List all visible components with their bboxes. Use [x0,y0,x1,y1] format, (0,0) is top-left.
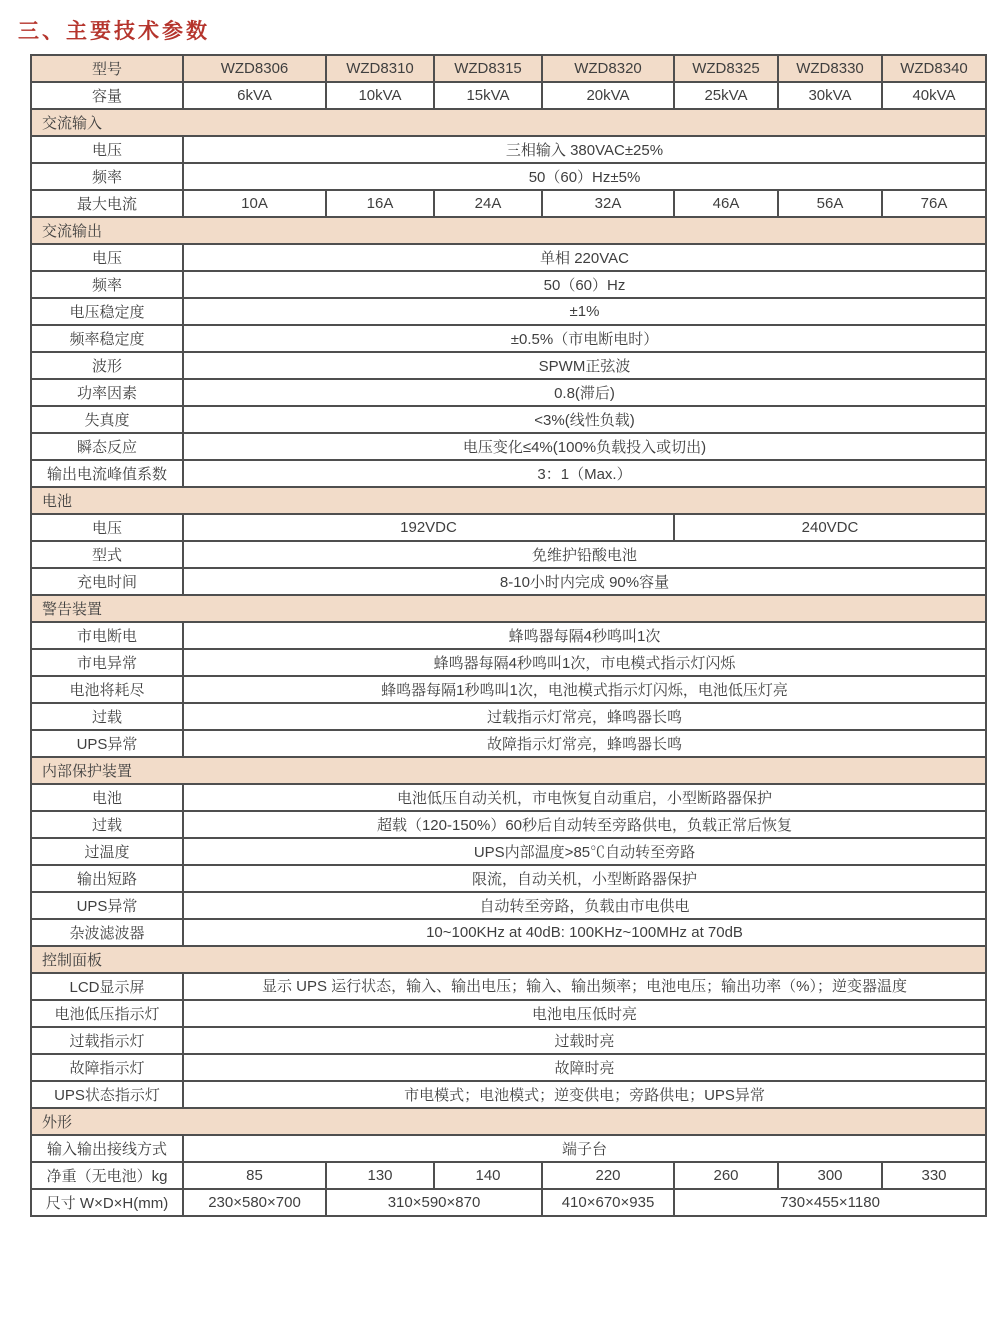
row-label: 市电断电 [31,622,183,649]
section-title: 交流输入 [31,109,986,136]
spec-row [31,271,986,298]
row-value: 三相输入 380VAC±25% [183,136,986,163]
row-label: 波形 [31,352,183,379]
row-value: 市电模式；电池模式；逆变供电；旁路供电；UPS异常 [183,1081,986,1108]
row-value: 显示 UPS 运行状态，输入、输出电压；输入、输出频率；电池电压；输出功率（%）；逆变器温度 [183,973,986,1000]
spec-table [30,54,987,1217]
row-label: UPS异常 [31,892,183,919]
spec-row [31,811,986,838]
spec-row [31,325,986,352]
value-cell: 130 [326,1162,434,1189]
row-label: UPS状态指示灯 [31,1081,183,1108]
section-row [31,1108,986,1135]
section-title: 电池 [31,487,986,514]
row-label: 市电异常 [31,649,183,676]
row-label: 输出电流峰值系数 [31,460,183,487]
spec-row [31,1189,986,1216]
value-cell: 46A [674,190,778,217]
spec-row [31,1054,986,1081]
value-cell: 25kVA [674,82,778,109]
row-label: 电池 [31,784,183,811]
spec-row [31,1081,986,1108]
value-cell: 330 [882,1162,986,1189]
dimension-cell: 410×670×935 [542,1189,674,1216]
row-label: 频率稳定度 [31,325,183,352]
section-title: 交流输出 [31,217,986,244]
row-value: 蜂鸣器每隔1秒鸣叫1次，电池模式指示灯闪烁，电池低压灯亮 [183,676,986,703]
row-label: 过载 [31,811,183,838]
model-cell: WZD8330 [778,55,882,82]
model-cell: WZD8340 [882,55,986,82]
row-label: 过载 [31,703,183,730]
row-label: 频率 [31,163,183,190]
spec-row [31,973,986,1000]
row-label: 过载指示灯 [31,1027,183,1054]
section-row [31,217,986,244]
row-value: 10~100KHz at 40dB: 100KHz~100MHz at 70dB [183,919,986,946]
spec-row [31,136,986,163]
row-label: 电压稳定度 [31,298,183,325]
row-label: 电池将耗尽 [31,676,183,703]
value-cell: 140 [434,1162,542,1189]
row-label: 电池低压指示灯 [31,1000,183,1027]
row-label: 频率 [31,271,183,298]
section-title: 外形 [31,1108,986,1135]
value-cell: 85 [183,1162,326,1189]
section-row [31,757,986,784]
dimension-cell: 730×455×1180 [674,1189,986,1216]
row-label: 瞬态反应 [31,433,183,460]
row-label: 尺寸 W×D×H(mm) [31,1189,183,1216]
value-cell: 260 [674,1162,778,1189]
spec-row [31,460,986,487]
value-cell: 32A [542,190,674,217]
spec-row [31,190,986,217]
spec-row [31,730,986,757]
model-cell: WZD8325 [674,55,778,82]
row-value: ±1% [183,298,986,325]
spec-row [31,622,986,649]
spec-row [31,676,986,703]
row-value: 限流，自动关机，小型断路器保护 [183,865,986,892]
spec-row [31,514,986,541]
spec-row [31,82,986,109]
spec-row [31,298,986,325]
spec-row [31,892,986,919]
row-label: 失真度 [31,406,183,433]
row-value: 过载时亮 [183,1027,986,1054]
row-value: 超载（120-150%）60秒后自动转至旁路供电，负载正常后恢复 [183,811,986,838]
spec-row [31,163,986,190]
spec-row [31,703,986,730]
model-cell: WZD8315 [434,55,542,82]
section-row [31,946,986,973]
section-title: 控制面板 [31,946,986,973]
row-value: 端子台 [183,1135,986,1162]
row-label: 型号 [31,55,183,82]
spec-row [31,1135,986,1162]
page-title: 三、主要技术参数 [18,20,210,43]
row-label: LCD显示屏 [31,973,183,1000]
row-label: 电压 [31,136,183,163]
value-cell: 10kVA [326,82,434,109]
spec-row [31,541,986,568]
section-row [31,109,986,136]
spec-row [31,838,986,865]
spec-row [31,379,986,406]
spec-row [31,244,986,271]
value-cell: 16A [326,190,434,217]
value-cell: 30kVA [778,82,882,109]
section-row [31,595,986,622]
dimension-cell: 310×590×870 [326,1189,542,1216]
row-value: 8-10小时内完成 90%容量 [183,568,986,595]
value-cell: 24A [434,190,542,217]
row-label: UPS异常 [31,730,183,757]
row-value: 蜂鸣器每隔4秒鸣叫1次 [183,622,986,649]
value-cell: 40kVA [882,82,986,109]
row-value: 电池低压自动关机，市电恢复自动重启，小型断路器保护 [183,784,986,811]
row-value: 蜂鸣器每隔4秒鸣叫1次，市电模式指示灯闪烁 [183,649,986,676]
row-value: 电池电压低时亮 [183,1000,986,1027]
value-cell: 20kVA [542,82,674,109]
row-label: 杂波滤波器 [31,919,183,946]
row-label: 型式 [31,541,183,568]
row-value: 50（60）Hz±5% [183,163,986,190]
row-value: 3：1（Max.） [183,460,986,487]
value-cell: 56A [778,190,882,217]
row-value: 0.8(滞后) [183,379,986,406]
spec-row [31,784,986,811]
row-label: 功率因素 [31,379,183,406]
section-title: 内部保护装置 [31,757,986,784]
dimension-cell: 230×580×700 [183,1189,326,1216]
spec-row [31,352,986,379]
models-header-row [31,55,986,82]
value-cell: 300 [778,1162,882,1189]
value-cell: 6kVA [183,82,326,109]
row-value: 电压变化≤4%(100%负载投入或切出) [183,433,986,460]
value-cell: 220 [542,1162,674,1189]
row-label: 输出短路 [31,865,183,892]
spec-row [31,919,986,946]
row-label: 故障指示灯 [31,1054,183,1081]
value-cell: 15kVA [434,82,542,109]
row-value-right: 240VDC [674,514,986,541]
row-label: 充电时间 [31,568,183,595]
spec-row [31,568,986,595]
row-label: 最大电流 [31,190,183,217]
row-label: 输入输出接线方式 [31,1135,183,1162]
value-cell: 10A [183,190,326,217]
row-value: ±0.5%（市电断电时） [183,325,986,352]
row-value: UPS内部温度>85℃自动转至旁路 [183,838,986,865]
model-cell: WZD8306 [183,55,326,82]
row-label: 过温度 [31,838,183,865]
spec-row [31,649,986,676]
row-value: 故障时亮 [183,1054,986,1081]
spec-row [31,1000,986,1027]
spec-row [31,1027,986,1054]
row-label: 电压 [31,514,183,541]
section-title: 警告装置 [31,595,986,622]
row-value: 免维护铅酸电池 [183,541,986,568]
spec-row [31,433,986,460]
section-row [31,487,986,514]
row-value: SPWM正弦波 [183,352,986,379]
spec-row [31,865,986,892]
row-value: <3%(线性负载) [183,406,986,433]
spec-row [31,406,986,433]
value-cell: 76A [882,190,986,217]
row-label: 净重（无电池）kg [31,1162,183,1189]
row-value: 自动转至旁路，负载由市电供电 [183,892,986,919]
row-value-left: 192VDC [183,514,674,541]
model-cell: WZD8320 [542,55,674,82]
spec-row [31,1162,986,1189]
row-value: 过载指示灯常亮，蜂鸣器长鸣 [183,703,986,730]
model-cell: WZD8310 [326,55,434,82]
row-label: 容量 [31,82,183,109]
row-value: 50（60）Hz [183,271,986,298]
row-label: 电压 [31,244,183,271]
row-value: 故障指示灯常亮，蜂鸣器长鸣 [183,730,986,757]
row-value: 单相 220VAC [183,244,986,271]
